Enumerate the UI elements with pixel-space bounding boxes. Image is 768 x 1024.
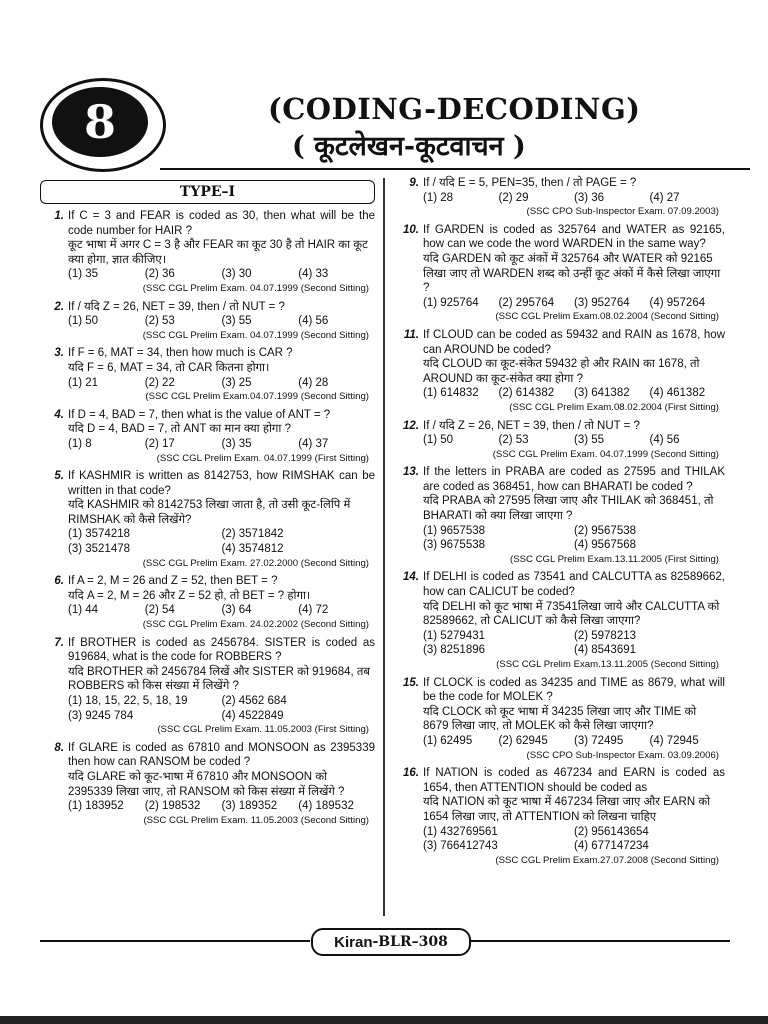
option: (1) 183952 [68, 800, 124, 813]
footer-brand: Kiran [334, 933, 373, 951]
question-text-hi: यदि PRABA को 27595 लिखा जाए और THILAK को 368451, तो BHARATI को क्या लिखा जाएगा ? [423, 495, 714, 523]
exam-source: (SSC CGL Prelim Exam.13.11.2005 (First Sitting) [510, 553, 719, 565]
option: (3) 25 [221, 376, 252, 389]
question-number: 13. [403, 466, 419, 479]
question-number: 6. [54, 575, 64, 588]
question-text-en: If DELHI is coded as 73541 and CALCUTTA as 82589662, how can CALICUT be coded? [423, 571, 725, 599]
options [395, 734, 725, 749]
option: (4) 677147234 [574, 840, 649, 853]
question-16 [395, 766, 725, 868]
option: (3) 766412743 [423, 840, 498, 853]
option: (1) 28 [423, 191, 454, 204]
page-footer-badge [311, 928, 471, 956]
option: (1) 8 [68, 437, 92, 450]
option: (3) 72495 [574, 734, 624, 747]
options [40, 694, 375, 723]
option: (1) 50 [423, 434, 454, 447]
options [395, 191, 725, 206]
options [395, 433, 725, 448]
option: (3) 36 [574, 191, 605, 204]
right-column [395, 176, 725, 871]
exam-source: (SSC CGL Prelim Exam.08.02.2004 (First Sitting) [509, 401, 719, 413]
option: (4) 4522849 [221, 709, 284, 722]
exam-source: (SSC CPO Sub-Inspector Exam. 03.09.2006) [526, 749, 719, 761]
option: (1) 62495 [423, 734, 473, 747]
chapter-number-badge [40, 78, 166, 172]
question-text-en: If BROTHER is coded as 2456784. SISTER is coded as 919684, what is the code for ROBBERS ? [68, 636, 375, 664]
question-number: 9. [409, 177, 419, 189]
question-number: 8. [54, 741, 64, 754]
option: (2) 295764 [498, 296, 555, 309]
option: (4) 28 [298, 376, 329, 389]
exam-source: (SSC CGL Prelim Exam. 27.02.2000 (Second Sitting) [142, 557, 369, 569]
question-text-en: If A = 2, M = 26 and Z = 52, then BET = ? [68, 575, 278, 588]
options [40, 799, 375, 814]
option: (4) 37 [298, 437, 329, 450]
question-number: 4. [54, 408, 64, 421]
option: (4) 461382 [649, 387, 706, 400]
chapter-title-english: (CODING-DECODING) [268, 92, 641, 126]
exam-source: (SSC CPO Sub-Inspector Exam. 07.09.2003) [526, 206, 719, 218]
question-text-hi: यदि GLARE को कूट-भाषा में 67810 और MONSOON को 2395339 लिखा जाए, तो RANSOM को किस संख्या में लिखेंगे ? [68, 770, 345, 798]
option: (2) 53 [498, 434, 529, 447]
question-number: 16. [403, 767, 419, 780]
option: (1) 50 [68, 315, 99, 328]
question-14 [395, 570, 725, 672]
question-3 [40, 346, 375, 404]
option: (4) 189532 [298, 800, 354, 813]
option: (1) 925764 [423, 296, 479, 309]
question-text-en: If the letters in PRABA are coded as 27595 and THILAK are coded as 368451, how can BHARATI be coded ? [423, 466, 725, 493]
question-number: 11. [403, 328, 419, 341]
question-6 [40, 574, 375, 632]
option: (4) 3574812 [221, 543, 284, 556]
question-text-en: If C = 3 and FEAR is coded as 30, then what will be the code number for HAIR ? [68, 210, 375, 237]
question-text-hi: यदि F = 6, MAT = 34, तो CAR कितना होगा। [68, 361, 270, 374]
option: (3) 641382 [574, 387, 630, 400]
option: (4) 56 [298, 315, 329, 328]
question-text-en: If NATION is coded as 467234 and EARN is coded as 1654, then ATTENTION should be coded as [423, 767, 725, 794]
question-7 [40, 636, 375, 738]
section-type-label: TYPE–I [40, 180, 375, 204]
question-5 [40, 469, 375, 571]
option: (2) 956143654 [574, 825, 649, 838]
option: (2) 29 [498, 191, 529, 204]
option: (4) 72945 [649, 734, 699, 747]
option: (3) 30 [221, 268, 252, 281]
question-text-hi: यदि KASHMIR को 8142753 लिखा जाता है, तो उसी कूट-लिपि में RIMSHAK को कैसे लिखेंगे? [68, 499, 351, 526]
options [40, 376, 375, 391]
option: (1) 5279431 [423, 629, 486, 642]
option: (2) 54 [144, 604, 175, 617]
options [395, 386, 725, 401]
question-number: 2. [54, 300, 64, 313]
exam-source: (SSC CGL Prelim Exam. 11.05.2003 (First Sitting) [157, 724, 369, 736]
exam-source: (SSC CGL Prelim Exam. 04.07.1999 (Second Sitting) [142, 329, 369, 341]
question-13 [395, 465, 725, 567]
option: (1) 44 [68, 604, 99, 617]
options [40, 267, 375, 282]
question-number: 12. [403, 419, 419, 432]
option: (2) 614382 [498, 387, 555, 400]
option: (2) 198532 [144, 800, 201, 813]
exam-source: (SSC CGL Prelim Exam.04.07.1999 (Second Sitting) [145, 391, 369, 403]
option: (3) 189352 [221, 800, 278, 813]
option: (4) 56 [649, 434, 680, 447]
question-text-hi: यदि CLOUD का कूट-संकेत 59432 हो और RAIN का 1678, तो AROUND का कूट-संकेत क्या होगा ? [423, 358, 700, 385]
option: (4) 957264 [649, 296, 706, 309]
question-text-en: If D = 4, BAD = 7, then what is the value of ANT = ? [68, 408, 331, 421]
footer-rule-right [468, 940, 730, 942]
option: (3) 64 [221, 604, 252, 617]
exam-source: (SSC CGL Prelim Exam. 04.07.1999 (Second Sitting) [492, 448, 719, 460]
question-text-en: If / यदि Z = 26, NET = 39, then / तो NUT = ? [68, 300, 285, 313]
chapter-title-hindi: ( कूटलेखन-कूटवाचन ) [292, 131, 526, 162]
option: (3) 3521478 [68, 543, 131, 556]
option: (1) 18, 15, 22, 5, 18, 19 [68, 695, 188, 707]
question-text-hi: यदि NATION को कूट भाषा में 467234 लिखा जाए और EARN को 1654 लिखा जाए, तो ATTENTION को लिखना चाहिए [423, 796, 711, 823]
question-2 [40, 300, 375, 344]
question-8 [40, 741, 375, 829]
question-text-hi: यदि GARDEN को कूट अंकों में 325764 और WATER को 92165 लिखा जाए तो WARDEN शब्द को उन्हीं कूट अंकों में कैसे लिखा जाएगा ? [423, 252, 721, 295]
exam-source: (SSC CGL Prelim Exam. 04.07.1999 (First Sitting) [156, 452, 369, 464]
option: (2) 4562 684 [221, 695, 287, 707]
option: (1) 21 [68, 376, 99, 389]
option: (4) 27 [649, 191, 680, 204]
question-text-en: If CLOCK is coded as 34235 and TIME as 8679, what will be the code for MOLEK ? [423, 676, 725, 704]
bottom-edge-bar [0, 1016, 768, 1024]
option: (2) 53 [144, 315, 175, 328]
exam-source: (SSC CGL Prelim Exam. 11.05.2003 (Second Sitting) [143, 814, 369, 826]
footer-rule-left [40, 940, 310, 942]
left-column [40, 176, 375, 831]
exam-source: (SSC CGL Prelim Exam.13.11.2005 (Second Sitting) [496, 659, 719, 670]
question-text-hi: कूट भाषा में अगर C = 3 है और FEAR का कूट 30 है तो HAIR का कूट क्या होगा, ज्ञात कीजिए। [68, 239, 368, 266]
question-number: 5. [54, 470, 64, 483]
question-15 [395, 676, 725, 764]
options [40, 314, 375, 329]
option: (1) 614832 [423, 387, 479, 400]
option: (2) 5978213 [574, 629, 637, 642]
option: (3) 55 [574, 434, 605, 447]
option: (1) 9657538 [423, 524, 486, 537]
option: (3) 8251896 [423, 644, 486, 657]
option: (4) 72 [298, 604, 329, 617]
question-number: 10. [403, 223, 419, 236]
question-number: 1. [54, 210, 64, 222]
options [40, 603, 375, 618]
question-text-hi: यदि DELHI को कूट भाषा में 73541लिखा जाये और CALCUTTA को 82589662, तो CALICUT को कैसे लिखा जाएगा? [423, 600, 720, 628]
option: (2) 22 [144, 376, 175, 389]
question-4 [40, 408, 375, 466]
option: (4) 8543691 [574, 644, 637, 657]
question-text-en: If KASHMIR is written as 8142753, how RIMSHAK can be written in that code? [68, 470, 375, 497]
question-text-en: If / यदि E = 5, PEN=35, then / तो PAGE = ? [423, 177, 637, 189]
question-text-en: If GLARE is coded as 67810 and MONSOON as 2395339 then how can RANSOM be coded ? [68, 741, 375, 769]
question-1 [40, 209, 375, 297]
option: (4) 33 [298, 268, 329, 281]
exam-source: (SSC CGL Prelim Exam. 04.07.1999 (Second Sitting) [142, 282, 369, 294]
options [40, 437, 375, 452]
question-text-en: If F = 6, MAT = 34, then how much is CAR ? [68, 347, 293, 360]
exam-source: (SSC CGL Prelim Exam.27.07.2008 (Second Sitting) [495, 854, 719, 866]
options [395, 825, 725, 854]
option: (3) 9675538 [423, 539, 486, 552]
question-text-hi: यदि A = 2, M = 26 और Z = 52 हो, तो BET = ? होगा। [68, 589, 311, 602]
options [395, 296, 725, 311]
options [40, 527, 375, 556]
question-text-en: If GARDEN is coded as 325764 and WATER as 92165, how can we code the word WARDEN in the same way? [423, 223, 725, 251]
question-9 [395, 176, 725, 220]
column-divider [383, 178, 385, 916]
question-text-en: If / यदि Z = 26, NET = 39, then / तो NUT = ? [423, 419, 640, 432]
option: (1) 3574218 [68, 528, 131, 541]
option: (2) 17 [144, 437, 175, 450]
question-11 [395, 328, 725, 416]
option: (4) 9567568 [574, 539, 637, 552]
question-number: 7. [54, 636, 64, 649]
option: (1) 35 [68, 268, 99, 281]
exam-source: (SSC CGL Prelim Exam. 24.02.2002 (Second Sitting) [142, 619, 369, 631]
question-text-en: If CLOUD can be coded as 59432 and RAIN as 1678, how can AROUND be coded? [423, 328, 725, 356]
options [395, 629, 725, 658]
option: (3) 952764 [574, 296, 630, 309]
question-10 [395, 223, 725, 325]
chapter-number: 8 [52, 87, 148, 157]
footer-page-code: -BLR–308 [372, 934, 448, 950]
question-number: 3. [54, 347, 64, 360]
question-number: 14. [403, 571, 419, 584]
question-text-hi: यदि CLOCK को कूट भाषा में 34235 लिखा जाए और TIME को 8679 लिखा जाए, तो MOLEK को कैसे लिखा जाएगा? [423, 705, 697, 733]
option: (3) 55 [221, 315, 252, 328]
question-text-hi: यदि BROTHER को 2456784 लिखें और SISTER को 919684, तब ROBBERS को किस संख्या में लिखेंगे ? [68, 665, 371, 693]
question-number: 15. [403, 676, 419, 689]
option: (3) 9245 784 [68, 709, 134, 722]
exam-source: (SSC CGL Prelim Exam.08.02.2004 (Second Sitting) [495, 311, 719, 323]
option: (2) 9567538 [574, 524, 637, 537]
option: (1) 432769561 [423, 825, 498, 838]
option: (2) 62945 [498, 734, 548, 747]
option: (2) 36 [144, 268, 175, 281]
question-text-hi: यदि D = 4, BAD = 7, तो ANT का मान क्या होगा ? [68, 423, 291, 436]
options [395, 524, 725, 553]
header-rule [160, 168, 750, 170]
option: (2) 3571842 [221, 528, 284, 541]
option: (3) 35 [221, 437, 252, 450]
question-12 [395, 419, 725, 463]
